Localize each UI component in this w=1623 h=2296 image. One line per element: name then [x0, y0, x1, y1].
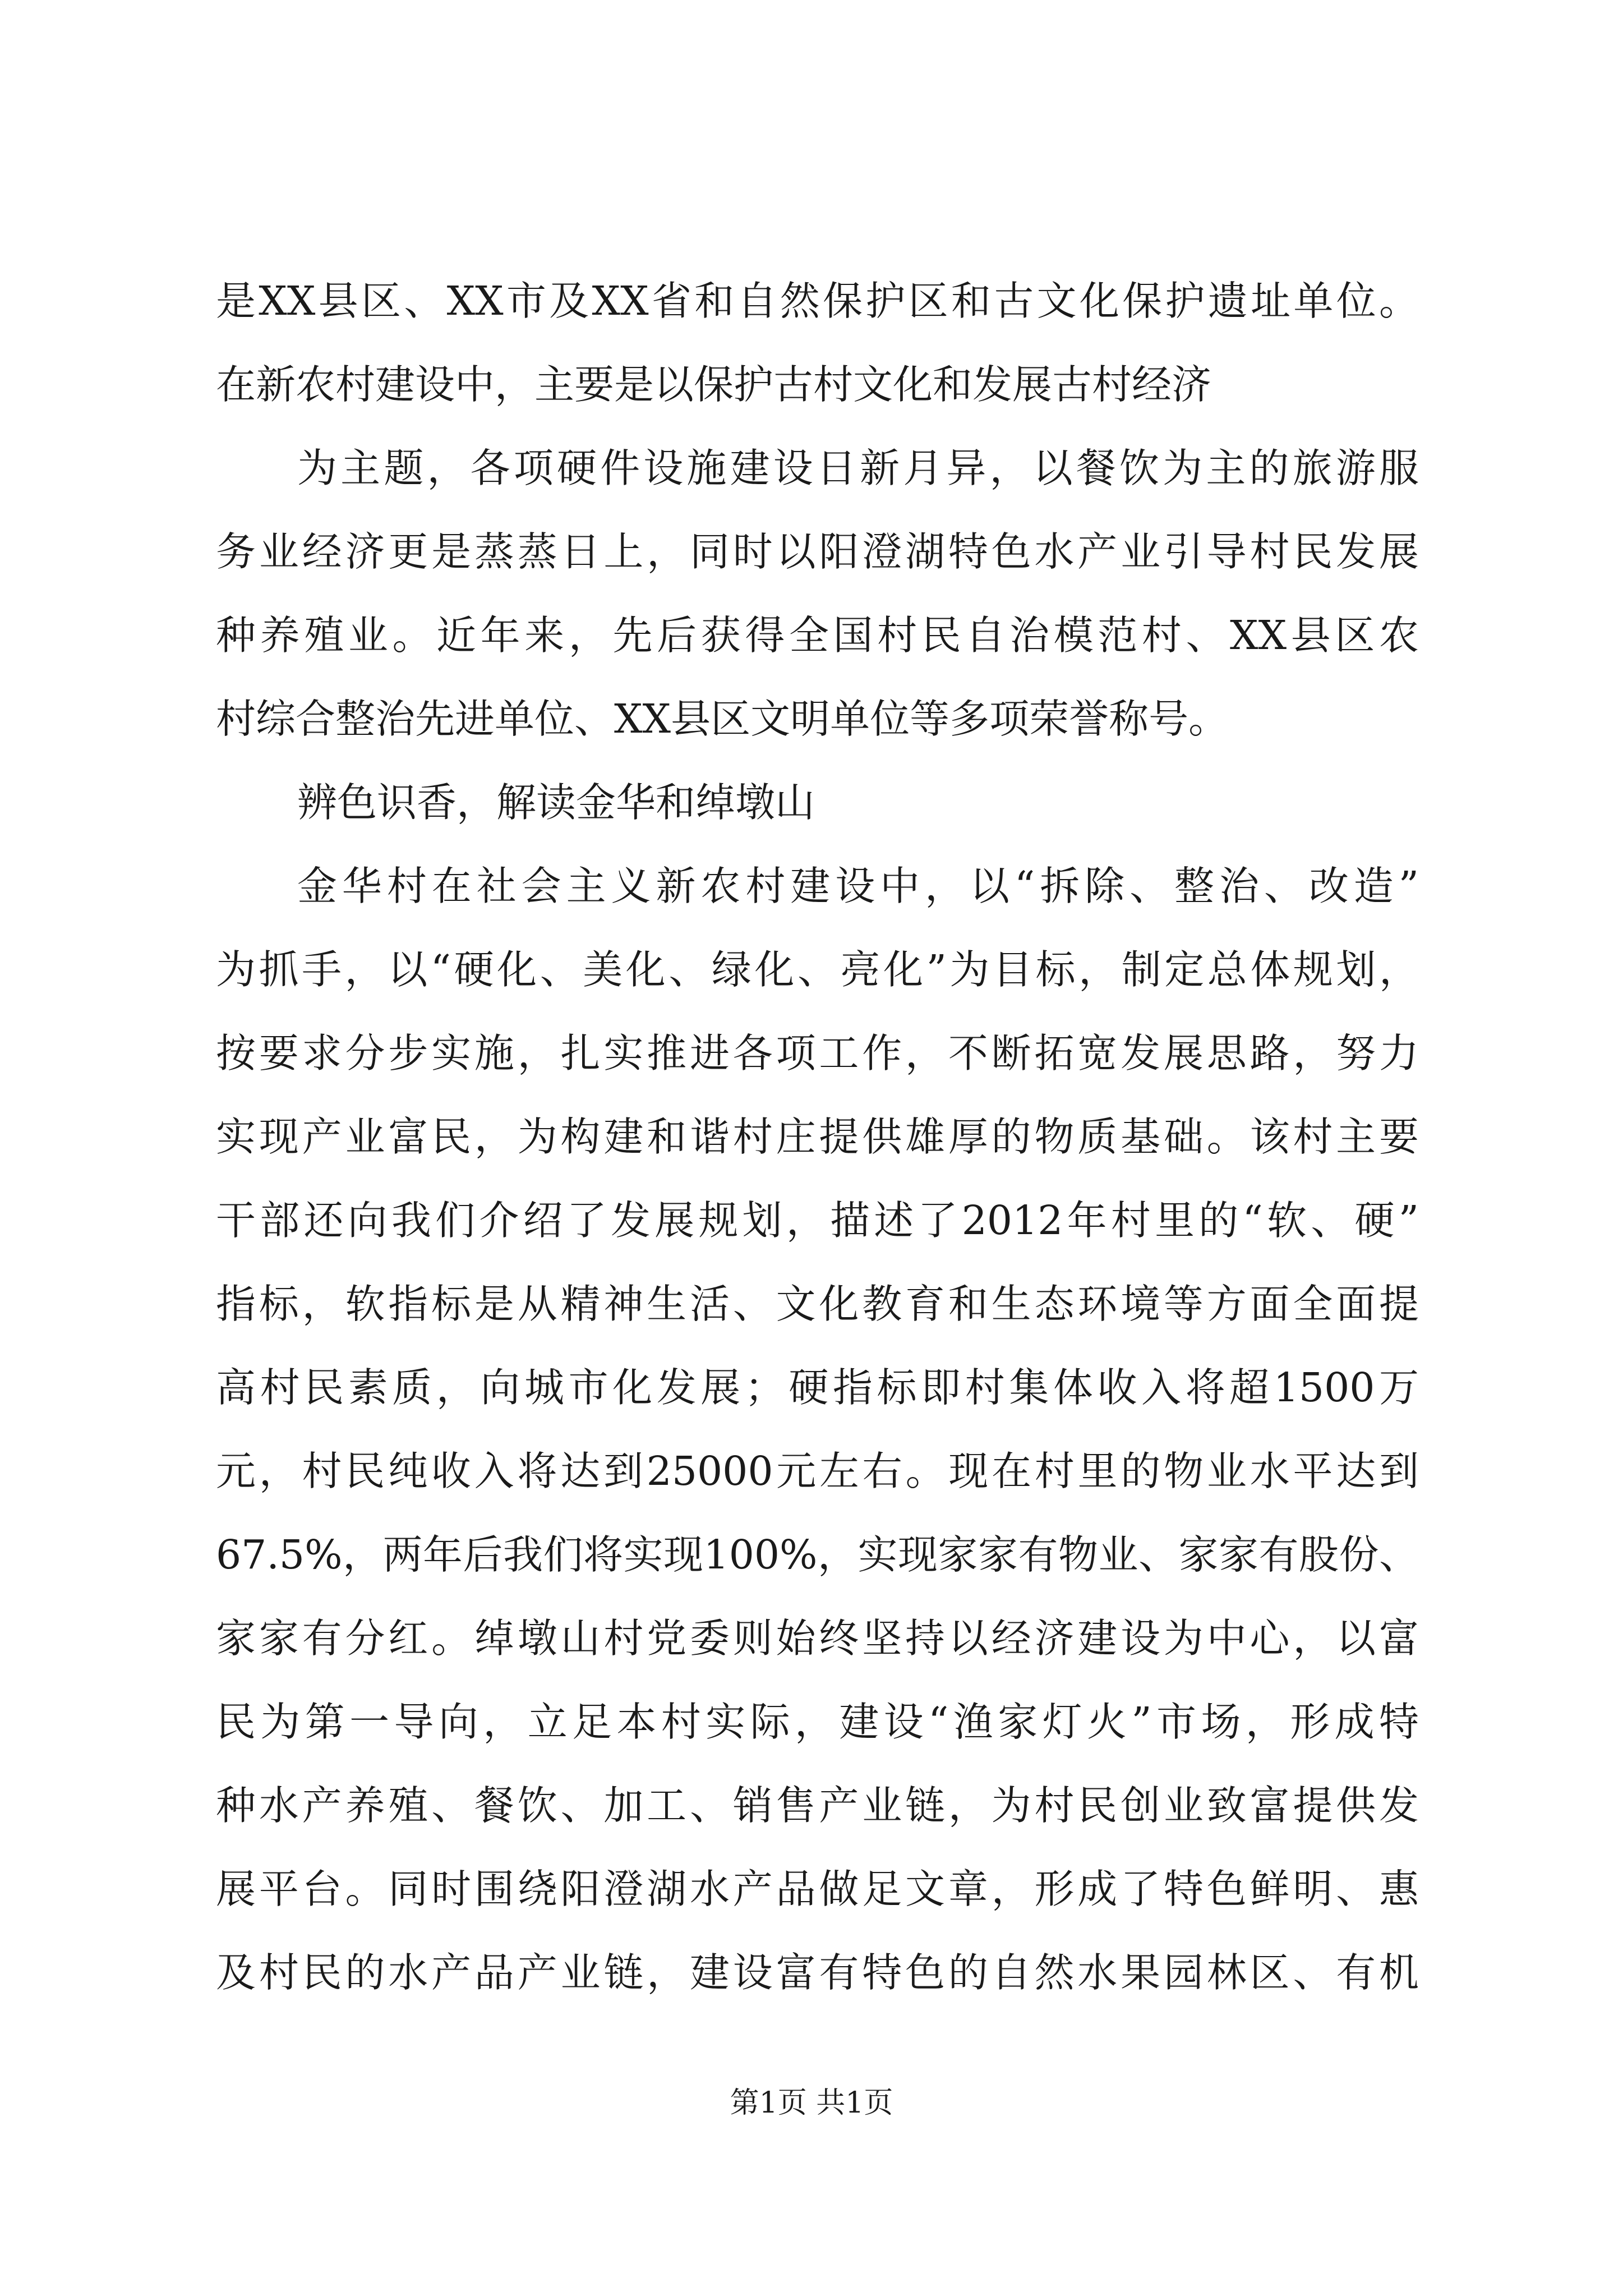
text-line-8: 金华村在社会主义新农村建设中，以“拆除、整治、改造”: [297, 863, 1419, 909]
text-line-21: 及村民的水产品产业链，建设富有特色的自然水果园林区、有机: [216, 1949, 1419, 1996]
text-line-14: 高村民素质，向城市化发展；硬指标即村集体收入将超1500万: [216, 1364, 1419, 1411]
section-heading: 辨色识香，解读金华和绰墩山: [297, 779, 815, 826]
text-line-20: 展平台。同时围绕阳澄湖水产品做足文章，形成了特色鲜明、惠: [216, 1866, 1419, 1912]
text-line-6: 村综合整治先进单位、XX县区文明单位等多项荣誉称号。: [216, 696, 1229, 742]
text-line-3: 为主题，各项硬件设施建设日新月异，以餐饮为主的旅游服: [297, 445, 1419, 491]
text-line-10: 按要求分步实施，扎实推进各项工作，不断拓宽发展思路，努力: [216, 1030, 1419, 1076]
text-line-16: 67.5%，两年后我们将实现100%，实现家家有物业、家家有股份、: [216, 1531, 1419, 1578]
text-line-9: 为抓手，以“硬化、美化、绿化、亮化”为目标，制定总体规划，: [216, 946, 1419, 993]
text-line-4: 务业经济更是蒸蒸日上，同时以阳澄湖特色水产业引导村民发展: [216, 528, 1419, 575]
text-line-5: 种养殖业。近年来，先后获得全国村民自治模范村、XX县区农: [216, 612, 1419, 659]
text-line-13: 指标，软指标是从精神生活、文化教育和生态环境等方面全面提: [216, 1281, 1419, 1327]
page-footer: 第1页 共1页: [730, 2086, 893, 2120]
text-line-19: 种水产养殖、餐饮、加工、销售产业链，为村民创业致富提供发: [216, 1782, 1419, 1829]
text-line-11: 实现产业富民，为构建和谐村庄提供雄厚的物质基础。该村主要: [216, 1114, 1419, 1160]
text-line-15: 元，村民纯收入将达到25000元左右。现在村里的物业水平达到: [216, 1448, 1419, 1494]
document-body: [216, 259, 1419, 2014]
text-line-18: 民为第一导向，立足本村实际，建设“渔家灯火”市场，形成特: [216, 1699, 1419, 1745]
text-line-2: 在新农村建设中，主要是以保护古村文化和发展古村经济: [216, 361, 1212, 408]
text-line-1: 是XX县区、XX市及XX省和自然保护区和古文化保护遗址单位。: [216, 278, 1419, 324]
text-line-12: 干部还向我们介绍了发展规划，描述了2012年村里的“软、硬”: [216, 1197, 1419, 1244]
text-line-17: 家家有分红。绰墩山村党委则始终坚持以经济建设为中心，以富: [216, 1615, 1419, 1662]
